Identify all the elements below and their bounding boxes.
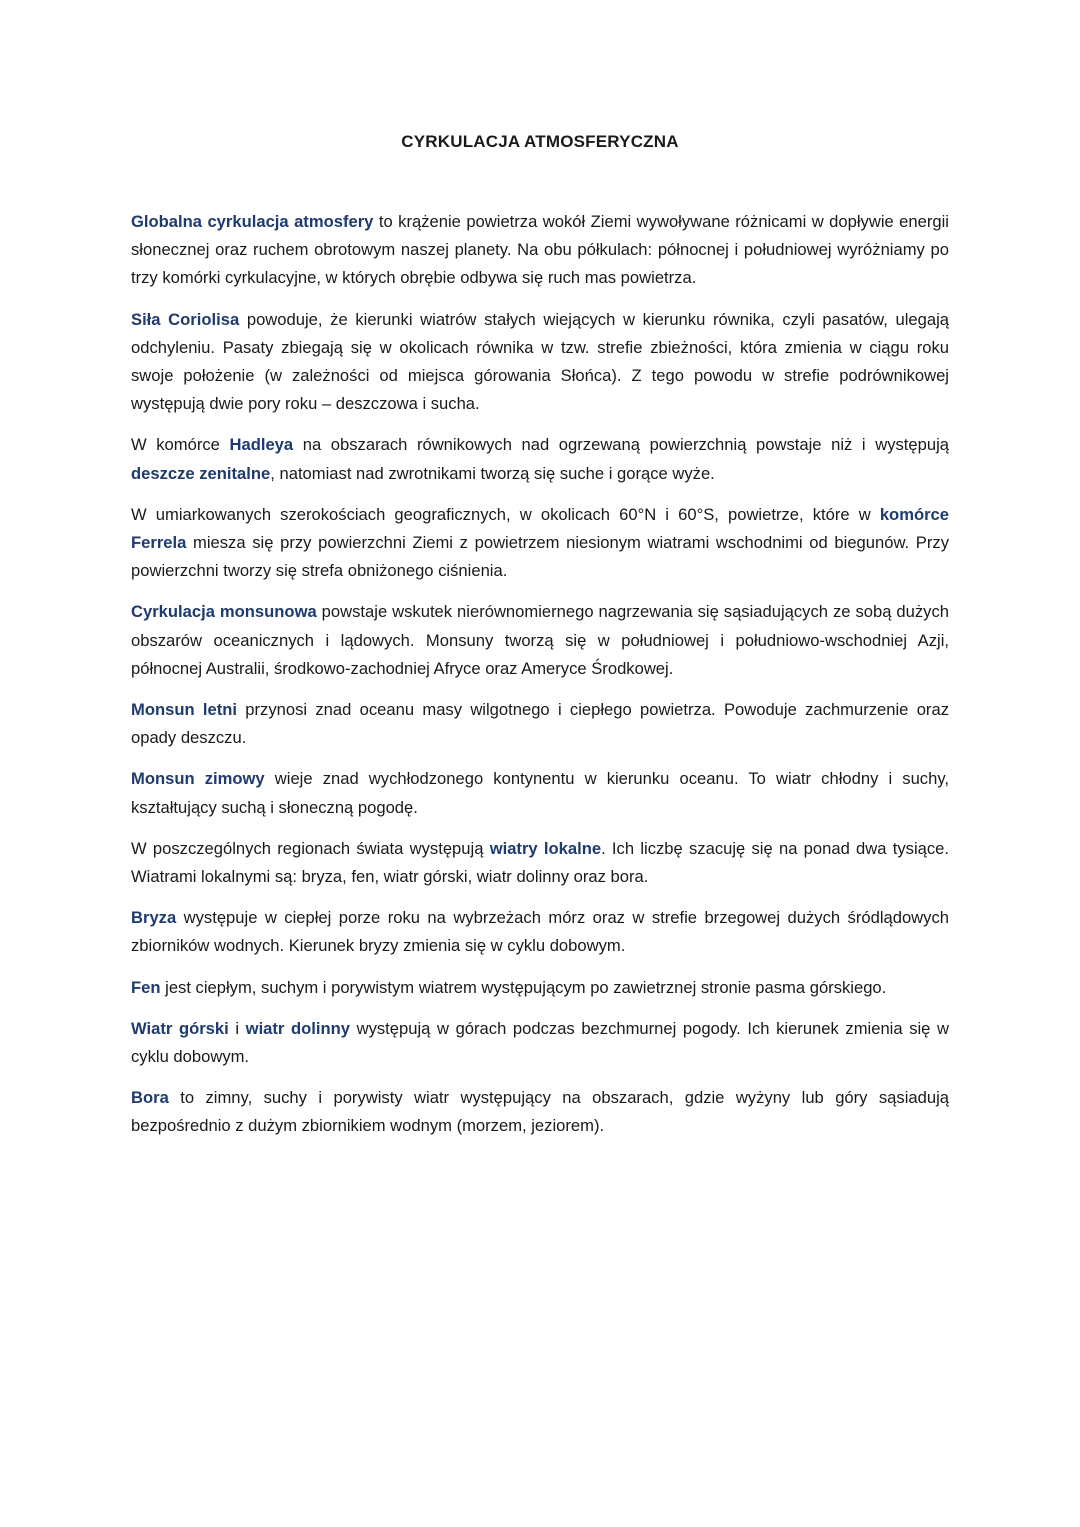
paragraph-text: przynosi znad oceanu masy wilgotnego i ciepłego powietrza. Powoduje zachmurzenie oraz opady deszczu. bbox=[131, 700, 949, 748]
key-term: Bryza bbox=[131, 908, 177, 928]
paragraph bbox=[131, 904, 949, 960]
key-term: wiatry lokalne bbox=[489, 838, 602, 858]
paragraph bbox=[131, 431, 949, 487]
key-term: deszcze zenitalne bbox=[131, 463, 271, 483]
paragraph-text: miesza się przy powierzchni Ziemi z powietrzem niesionym wiatrami wschodnimi od biegunów. Przy powierzchni tworzy się strefa obniżonego ciśnienia. bbox=[131, 533, 949, 581]
paragraph-text: , natomiast nad zwrotnikami tworzą się suche i gorące wyże. bbox=[270, 463, 715, 483]
paragraph-text: powoduje, że kierunki wiatrów stałych wiejących w kierunku równika, czyli pasatów, ulegają odchyleniu. Pasaty zbiegają się w okolicach równika w tzw. strefie zbieżności, która zmienia w ciągu roku swoje położenie (w zależności od miejsca górowania Słońca). Z tego powodu w strefie podrównikowej występują dwie pory roku – deszczowa i sucha. bbox=[131, 309, 949, 414]
paragraph-text: to krążenie powietrza wokół Ziemi wywoływane różnicami w dopływie energii słonecznej oraz ruchem obrotowym naszej planety. Na obu półkulach: północnej i południowej wyróżniamy po trzy komórki cyrkulacyjne, w których obrębie odbywa się ruch mas powietrza. bbox=[131, 212, 949, 288]
key-term: Siła Coriolisa bbox=[131, 309, 240, 329]
key-term: Globalna cyrkulacja atmosfery bbox=[131, 212, 374, 231]
paragraph-text: występują w górach podczas bezchmurnej pogody. Ich kierunek zmienia się w cyklu dobowym. bbox=[131, 1018, 949, 1067]
key-term: Fen bbox=[131, 977, 161, 997]
paragraph bbox=[131, 1084, 949, 1140]
key-term: Monsun letni bbox=[131, 700, 237, 720]
paragraph-text: i bbox=[228, 1018, 246, 1038]
paragraph bbox=[131, 208, 949, 293]
key-term: Cyrkulacja monsunowa bbox=[131, 602, 317, 622]
paragraph-text: to zimny, suchy i porywisty wiatr występujący na obszarach, gdzie wyżyny lub góry sąsiadują bezpośrednio z dużym zbiornikiem wodnym (morzem, jeziorem). bbox=[131, 1088, 949, 1136]
key-term: Hadleya bbox=[229, 435, 294, 455]
paragraph bbox=[131, 598, 949, 683]
paragraph-text: na obszarach równikowych nad ogrzewaną powierzchnią powstaje niż i występują bbox=[293, 435, 949, 455]
paragraph bbox=[131, 501, 949, 586]
paragraph-text: powstaje wskutek nierównomiernego nagrzewania się sąsiadujących ze sobą dużych obszarów oceanicznych i lądowych. Monsuny tworzą się w południowej i południowo-wschodniej Azji, północnej Australii, środkowo-zachodniej Afryce oraz Ameryce Środkowej. bbox=[131, 602, 949, 678]
paragraph bbox=[131, 974, 949, 1002]
paragraph-text: W umiarkowanych szerokościach geograficznych, w okolicach 60°N i 60°S, powietrze, które w bbox=[131, 504, 880, 524]
key-term: Monsun zimowy bbox=[131, 769, 265, 789]
paragraph-text: W poszczególnych regionach świata występują bbox=[131, 838, 490, 858]
paragraph bbox=[131, 765, 949, 821]
paragraph-text: jest ciepłym, suchym i porywistym wiatrem występującym po zawietrznej stronie pasma górskiego. bbox=[160, 977, 887, 997]
paragraph-text: wieje znad wychłodzonego kontynentu w kierunku oceanu. To wiatr chłodny i suchy, kształtujący suchą i słoneczną pogodę. bbox=[131, 769, 950, 817]
key-term: Wiatr górski bbox=[131, 1018, 229, 1038]
key-term: wiatr dolinny bbox=[245, 1018, 350, 1038]
paragraph-text: . Ich liczbę szacuję się na ponad dwa tysiące. Wiatrami lokalnymi są: bryza, fen, wiatr górski, wiatr dolinny oraz bora. bbox=[131, 838, 950, 887]
paragraph bbox=[131, 1015, 949, 1071]
document-title: CYRKULACJA ATMOSFERYCZNA bbox=[401, 132, 679, 151]
paragraph bbox=[131, 835, 949, 891]
key-term: komórce Ferrela bbox=[131, 504, 949, 553]
paragraph-text: występuje w ciepłej porze roku na wybrzeżach mórz oraz w strefie brzegowej dużych śródlądowych zbiorników wodnych. Kierunek bryzy zmienia się w cyklu dobowym. bbox=[131, 908, 949, 956]
document-body bbox=[131, 208, 949, 1154]
paragraph bbox=[131, 696, 949, 752]
key-term: Bora bbox=[131, 1088, 169, 1108]
paragraph-text: W komórce bbox=[131, 435, 230, 455]
paragraph bbox=[131, 306, 949, 419]
